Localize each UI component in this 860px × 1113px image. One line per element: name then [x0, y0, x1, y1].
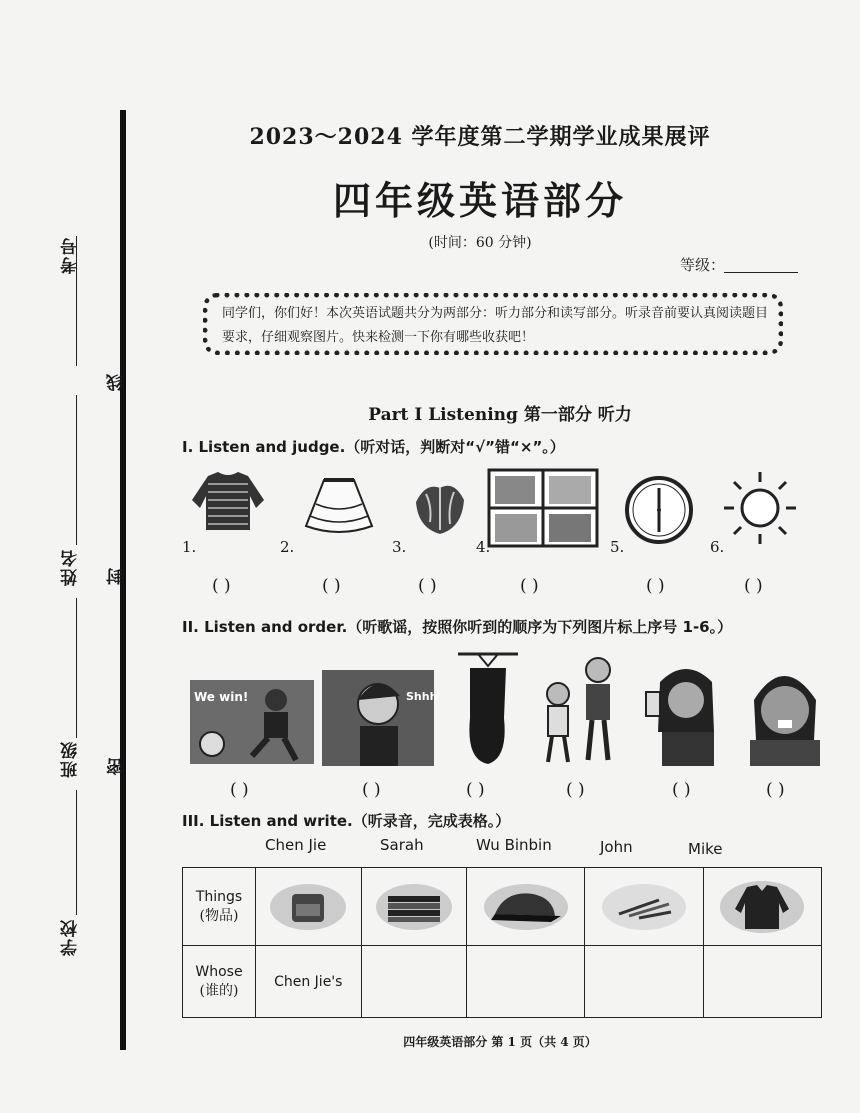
column-name: John: [600, 838, 633, 856]
exam-title: 2023～2024 学年度第二学期学业成果展评: [249, 124, 711, 150]
answer-blank[interactable]: ( ): [520, 576, 539, 596]
bag-icon: [268, 882, 348, 932]
whose-cell[interactable]: Chen Jie's: [256, 946, 362, 1018]
picture-boy-brushing: [738, 660, 830, 766]
picture-two-kids: [536, 654, 636, 766]
grade-label: 等级：: [680, 256, 726, 274]
speech-bubble: We win!: [194, 690, 249, 704]
thing-cell: [361, 868, 467, 946]
thing-cell: [585, 868, 703, 946]
section1-heading: I. Listen and judge.（听对话，判断对“√”错“×”。）: [182, 438, 565, 456]
item-number: 6.: [710, 538, 725, 556]
sweater-icon: [188, 470, 268, 534]
exam-subtitle: 四年级英语部分: [332, 178, 627, 223]
order-blank[interactable]: ( ): [466, 780, 485, 800]
thing-cell: [703, 868, 821, 946]
page-footer: 四年级英语部分 第 1 页（共 4 页）: [403, 1035, 597, 1049]
order-blank[interactable]: ( ): [672, 780, 691, 800]
school-floors-icon: [487, 468, 599, 548]
notice-box: [203, 293, 783, 355]
item-number: 3.: [392, 538, 407, 556]
answer-blank[interactable]: ( ): [646, 576, 665, 596]
row-label-things: Things (物品): [183, 868, 256, 946]
seal-line-label: 线: [107, 372, 127, 391]
order-blank[interactable]: ( ): [362, 780, 381, 800]
whose-cell[interactable]: [361, 946, 467, 1018]
jacket-icon: [717, 879, 807, 935]
item-number: 2.: [280, 538, 295, 556]
clock-icon: [624, 470, 694, 550]
exam-no-label: 考号: [61, 236, 81, 274]
picture-hanging-bag: [448, 648, 528, 768]
whose-cell[interactable]: [467, 946, 585, 1018]
row-label-whose: Whose (谁的): [183, 946, 256, 1018]
order-blank[interactable]: ( ): [766, 780, 785, 800]
pencils-icon: [599, 882, 689, 932]
order-blank[interactable]: ( ): [230, 780, 249, 800]
skirt-icon: [300, 476, 378, 538]
name-label: 姓名: [61, 548, 81, 586]
answer-blank[interactable]: ( ): [212, 576, 231, 596]
item-number: 4.: [476, 538, 491, 556]
picture-shhh: [322, 670, 438, 766]
thing-cell: [256, 868, 362, 946]
seal-secret-label: 密: [107, 756, 127, 775]
speech-bubble: Shhh: [406, 690, 438, 703]
exam-time: (时间：60 分钟): [428, 235, 532, 251]
notice-text: 同学们，你们好！本次英语试题共分为两部分：听力部分和读写部分。听录音前要认真阅读题目要求，仔细观察图片。快来检测一下你有哪些收获吧！: [222, 306, 769, 345]
picture-girl-drinking: [640, 662, 732, 766]
column-name: Mike: [688, 840, 723, 858]
name-line[interactable]: [76, 395, 78, 545]
order-blank[interactable]: ( ): [566, 780, 585, 800]
class-label: 班级: [61, 740, 81, 778]
column-name: Wu Binbin: [476, 836, 552, 854]
cabbage-icon: [412, 478, 468, 536]
column-name: Chen Jie: [265, 836, 327, 854]
class-line[interactable]: [76, 598, 78, 738]
whose-cell[interactable]: [703, 946, 821, 1018]
cap-icon: [481, 882, 571, 932]
column-name: Sarah: [380, 836, 424, 854]
picture-soccer: [190, 680, 314, 764]
school-line[interactable]: [76, 790, 78, 915]
books-icon: [374, 882, 454, 932]
grade-field[interactable]: [724, 272, 798, 273]
section3-heading: III. Listen and write.（听录音，完成表格。）: [182, 812, 511, 830]
thing-cell: [467, 868, 585, 946]
item-number: 1.: [182, 538, 197, 556]
answer-blank[interactable]: ( ): [322, 576, 341, 596]
school-label: 学校: [61, 918, 81, 956]
whose-cell[interactable]: [585, 946, 703, 1018]
answer-blank[interactable]: ( ): [744, 576, 763, 596]
part-title: Part I Listening 第一部分 听力: [368, 405, 632, 425]
seal-seal-label: 封: [107, 566, 127, 585]
exam-no-line[interactable]: [76, 236, 78, 366]
answer-table: [182, 867, 822, 1018]
section2-heading: II. Listen and order.（听歌谣，按照你听到的顺序为下列图片标上序号 1-6。）: [182, 618, 733, 636]
answer-blank[interactable]: ( ): [418, 576, 437, 596]
sun-icon: [720, 468, 800, 548]
item-number: 5.: [610, 538, 625, 556]
